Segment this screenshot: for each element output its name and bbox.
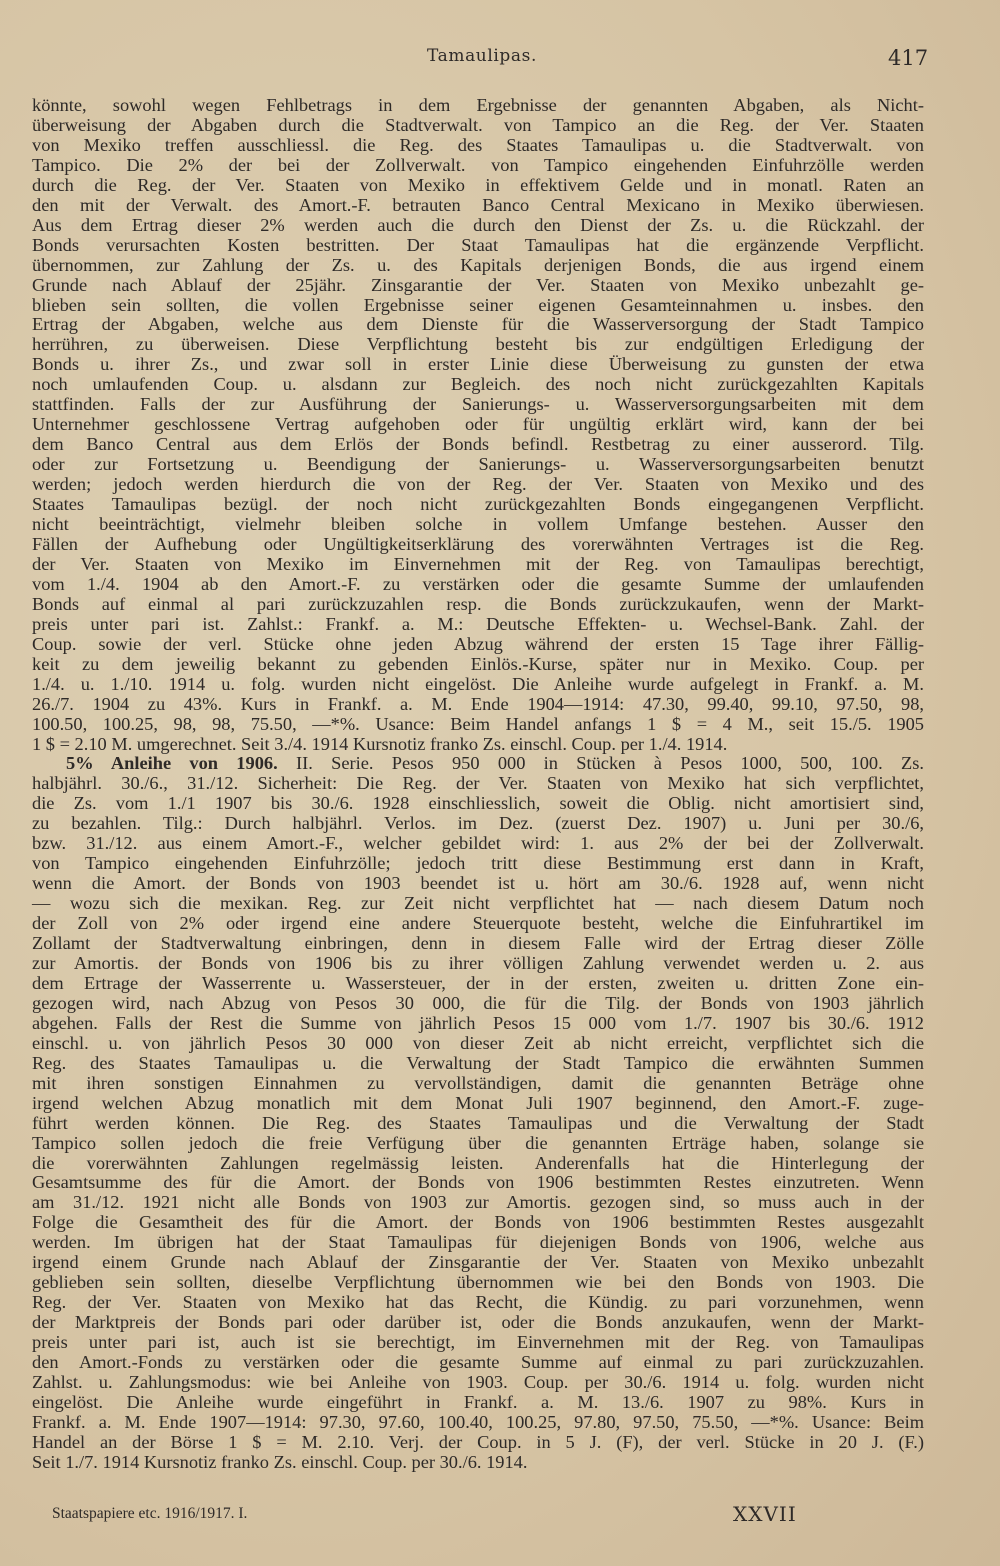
text-line: herrühren, zu überweisen. Diese Verpflichtung besteht bis zur endgültigen Erledigung der [32,334,924,355]
text-line: Frankf. a. M. Ende 1907—1914: 97.30, 97.60, 100.40, 100.25, 97.80, 97.50, 75.50, —*%. Usance: Beim [32,1411,924,1432]
text-line: Folge die Gesamtheit des für die Amort. der Bonds von 1906 bestimmten Restes ausgezahlt [32,1212,924,1233]
text-line: wenn die Amort. der Bonds von 1903 beendet ist u. hört am 30./6. 1928 auf, wenn nicht [32,873,924,894]
text-line: den Amort.-Fonds zu verstärken oder die gesamte Summe auf einmal zu pari zurückzuzahlen. [32,1352,924,1373]
text-line: die vorerwähnten Zahlungen regelmässig leisten. Anderenfalls hat die Hinterlegung der [32,1152,924,1173]
text-line: von Mexiko treffen ausschliessl. die Reg. des Staates Tamaulipas u. die Stadtverwalt. von [32,134,924,155]
paragraph-tampico-bonds [32,96,924,754]
text-line: dem Banco Central aus dem Erlös der Bonds befindl. Restbetrag zu einer ausserord. Tilg. [32,434,924,455]
text-line: Tampico sollen jedoch die freie Verfügung über die genannten Erträge haben, solange sie [32,1132,924,1153]
text-line: Grunde nach Ablauf der 25jähr. Zinsgarantie der Ver. Staaten von Mexiko unbezahlt ge- [32,274,924,295]
text-line [32,754,924,774]
text-line: Coup. sowie der verl. Stücke ohne jeden Abzug während der ersten 15 Tage ihrer Fällig- [32,633,924,654]
text-line: könnte, sowohl wegen Fehlbetrags in dem Ergebnisse der genannten Abgaben, als Nicht- [32,95,924,115]
text-line: einschl. u. von jährlich Pesos 30 000 von dieser Zeit ab nicht erreicht, verpflichtet sich die [32,1032,924,1053]
text-line: der Zoll von 2% oder irgend eine andere Steuerquote besteht, welche die Einfuhrartikel im [32,913,924,934]
text-line: mit ihren sonstigen Einnahmen zu vervollständigen, damit die genannten Beträge ohne [32,1072,924,1093]
text-line: oder zur Fortsetzung u. Beendigung der Sanierungs- u. Wasserversorgungsarbeiten benutzt [32,454,924,475]
running-header [0,46,1000,76]
text-line: 26./7. 1904 zu 43%. Kurs in Frankf. a. M. Ende 1904—1914: 47.30, 99.40, 99.10, 97.50, 98, [32,693,924,714]
text-line: der Marktpreis der Bonds pari oder darüber ist, oder die Bonds anzukaufen, wenn der Markt- [32,1312,924,1333]
text-line: irgend einem Grunde nach Ablauf der Zinsgarantie der Ver. Staaten von Mexiko unbezahlt [32,1252,924,1273]
text-line: blieben sein sollten, die vollen Ergebnisse seiner eigenen Gesamteinnahmen u. insbes. den [32,294,924,315]
running-title: Tamaulipas. [427,46,537,66]
text-line: Ertrag der Abgaben, welche aus dem Dienste für die Wasserversorgung der Stadt Tampico [32,314,924,335]
footer-signature-mark: XXVII [733,1502,797,1526]
text-line: 100.50, 100.25, 98, 98, 75.50, —*%. Usance: Beim Handel anfangs 1 $ = 4 M., seit 15./5. 1905 [32,713,924,734]
text-line: werden. Im übrigen hat der Staat Tamaulipas für diejenigen Bonds von 1906, welche aus [32,1232,924,1253]
text-line: preis unter pari ist, auch ist sie berechtigt, im Einvernehmen mit der Reg. von Tamaulipas [32,1332,924,1353]
text-line: zu bezahlen. Tilg.: Durch halbjährl. Verlos. im Dez. (zuerst Dez. 1907) u. Juni per 30./6, [32,813,924,834]
text-line: den mit der Verwalt. des Amort.-F. betrauten Banco Central Mexicano in Mexiko überwiesen. [32,194,924,215]
text-line: abgehen. Falls der Rest die Summe von jährlich Pesos 15 000 vom 1./7. 1907 bis 30./6. 1912 [32,1012,924,1033]
text-line: Staates Tamaulipas bezügl. der noch nicht zurückgezahlten Bonds eingegangenen Verpflicht. [32,494,924,515]
text-line: vom 1./4. 1904 ab den Amort.-F. zu verstärken oder die gesamte Summe der umlaufenden [32,573,924,594]
text-line: werden; jedoch werden hierdurch die von der Reg. der Ver. Staaten von Mexiko und des [32,474,924,495]
text-line: Handel an der Börse 1 $ = M. 2.10. Verj. der Coup. in 5 J. (F), der verl. Stücke in 20 J. (F.) [32,1431,924,1452]
text-line: gezogen wird, nach Abzug von Pesos 30 000, die für die Tilg. der Bonds von 1903 jährlich [32,992,924,1013]
paragraph-loan-1906 [32,754,924,1472]
text-line: Bonds auf einmal al pari zurückzuzahlen resp. die Bonds zurückzukaufen, wenn der Markt- [32,593,924,614]
section-heading: 5% Anleihe von 1906. [66,753,278,774]
text-line: Reg. der Ver. Staaten von Mexiko hat das Recht, die Kündig. zu pari vorzunehmen, wenn [32,1292,924,1313]
text-line: 1./4. u. 1./10. 1914 u. folg. wurden nicht eingelöst. Die Anleihe wurde aufgelegt in Frankf. a. M. [32,673,924,694]
text-line: Unternehmer geschlossene Vertrag aufgehoben oder für ungültig erklärt wird, kann der bei [32,414,924,435]
text-line: Zollamt der Stadtverwaltung einbringen, denn in diesem Falle wird der Ertrag dieser Zölle [32,933,924,954]
text-line: Bonds verursachten Kosten bestritten. Der Staat Tamaulipas hat die ergänzende Verpflicht. [32,234,924,255]
text-line: keit zu dem jeweilig bekannt zu gebenden Einlös.-Kurse, später nur in Mexiko. Coup. per [32,653,924,674]
text-line: Aus dem Ertrag dieser 2% werden auch die durch den Dienst der Zs. u. die Rückzahl. der [32,214,924,235]
text-line: Fällen der Aufhebung oder Ungültigkeitserklärung des vorerwähnten Vertrages ist die Reg. [32,533,924,554]
text-line: Tampico. Die 2% der bei der Zollverwalt. von Tampico eingehenden Einfuhrzölle werden [32,154,924,175]
text-line: geblieben sein sollten, dieselbe Verpflichtung übernommen wie bei den Bonds von 1903. Die [32,1272,924,1293]
text-line: — wozu sich die mexikan. Reg. zur Zeit nicht verpflichtet hat — nach diesem Datum noch [32,893,924,914]
text-line: dem Ertrage der Wasserrente u. Wassersteuer, der in der ersten, zweiten u. dritten Zone ein- [32,972,924,993]
text-line: Reg. des Staates Tamaulipas u. die Verwaltung der Stadt Tampico die erwähnten Summen [32,1052,924,1073]
body-text [32,96,924,1473]
text-line: stattfinden. Falls der zur Ausführung der Sanierungs- u. Wasserversorgungsarbeiten mit dem [32,394,924,415]
text-line: nicht beeinträchtigt, vielmehr bleiben solche in vollem Umfange bestehen. Ausser den [32,514,924,535]
text-line: noch umlaufenden Coup. u. alsdann zur Begleich. des noch nicht zurückgezahlten Kapitals [32,374,924,395]
text-line: 1 $ = 2.10 M. umgerechnet. Seit 3./4. 1914 Kursnotiz franko Zs. einschl. Coup. per 1./4. 1914. [32,733,728,754]
text-line: führt werden können. Die Reg. des Staates Tamaulipas und die Verwaltung der Stadt [32,1112,924,1133]
footer-publication: Staatspapiere etc. 1916/1917. I. [52,1505,248,1522]
text-line: zur Amortis. der Bonds von 1906 bis zu ihrer völligen Zahlung verwendet werden u. 2. aus [32,952,924,973]
text-line: am 31./12. 1921 nicht alle Bonds von 1903 zur Amortis. gezogen sind, so muss auch in der [32,1192,924,1213]
text-line: Bonds u. ihrer Zs., und zwar soll in erster Linie diese Überweisung zu gunsten der etwa [32,354,924,375]
text-line: durch die Reg. der Ver. Staaten von Mexiko in effektivem Gelde und in monatl. Raten an [32,174,924,195]
text-line: überweisung der Abgaben durch die Stadtverwalt. von Tampico an die Reg. der Ver. Staaten [32,114,924,135]
page-number: 417 [888,46,929,70]
text-line: eingelöst. Die Anleihe wurde eingeführt in Frankf. a. M. 13./6. 1907 zu 98%. Kurs in [32,1391,924,1412]
page-footer [0,1502,1000,1535]
text-line: irgend welchen Abzug monatlich mit dem Monat Juli 1907 beginnend, den Amort.-F. zuge- [32,1092,924,1113]
text-line: bzw. 31./12. aus einem Amort.-F., welcher gebildet wird: 1. aus 2% der bei der Zollverwalt. [32,833,924,854]
text-line: übernommen, zur Zahlung der Zs. u. des Kapitals derjenigen Bonds, die aus irgend einem [32,254,924,275]
text-line: der Ver. Staaten von Mexiko im Einvernehmen mit der Reg. von Tamaulipas berechtigt, [32,553,924,574]
text-line: preis unter pari ist. Zahlst.: Frankf. a. M.: Deutsche Effekten- u. Wechsel-Bank. Zahl. der [32,613,924,634]
text-line: von Tampico eingehenden Einfuhrzölle; jedoch tritt diese Bestimmung erst dann in Kraft, [32,853,924,874]
text-line: Zahlst. u. Zahlungsmodus: wie bei Anleihe von 1903. Coup. per 30./6. 1914 u. folg. wurden nicht [32,1372,924,1392]
text-line: Gesamtsumme des für die Amort. der Bonds von 1906 bestimmten Restes einzutreten. Wenn [32,1172,924,1193]
text-line: die Zs. vom 1./1 1907 bis 30./6. 1928 einschliesslich, soweit die Oblig. nicht amortisiert sind, [32,793,924,814]
line-text: II. Serie. Pesos 950 000 in Stücken à Pesos 1000, 500, 100. Zs. [295,753,924,774]
text-line: halbjährl. 30./6., 31./12. Sicherheit: Die Reg. der Ver. Staaten von Mexiko hat sich verpflichtet, [32,773,924,794]
text-line: Seit 1./7. 1914 Kursnotiz franko Zs. einschl. Coup. per 30./6. 1914. [32,1451,528,1472]
